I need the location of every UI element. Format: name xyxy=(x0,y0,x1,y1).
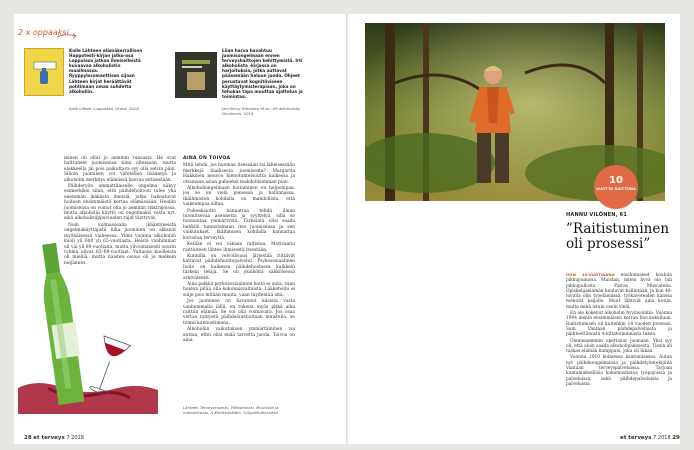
paragraph: Jos juominen on karannut käsistä vasta vanhemmalla iällä, on tukena myös pitkä aika raittiin elämää. Se voi olla voimavara. Jos osaa vertaa nykyistä päihdeluustoiltaan muistella, se toimii kannustimena. xyxy=(183,299,295,326)
brand-name: et terveys xyxy=(33,435,65,441)
page-gutter xyxy=(346,14,348,444)
book-cover-loppulasa xyxy=(24,48,64,96)
book-cover-art xyxy=(30,59,60,85)
book2-credit: Jan-Henry Stenberg et al.: Irti alkoholista, Duodecim, 2014. xyxy=(222,106,301,116)
page-number: 29 xyxy=(672,435,680,441)
book1-description: Kalle Lähteen elämäkerrallisen Happotesti-kirjan jatko-osa Loppulasa jatkaa ihmiselleistä kuvaavaa alkoholistin maailmassa. Ryyppyloromanttisen sijaan Lähteen kirjat heräättävät pohtimaan omaa suhdetta alkoholiin. xyxy=(69,48,143,94)
issue-number: 7 2018 xyxy=(653,435,671,441)
page-number: 28 xyxy=(24,435,32,441)
paragraph: minen oli ollut jo aemmin runsasta. He ovat halttuneet juomisensa tiimi ollessaan, mutta elakkeella jäi pois paikottava syy olla selvin päin. Silloin juominen voi vähitellen lisääntyä ja alkoholin merkitys elämässä kasvaa entisestään. xyxy=(64,156,176,183)
profile-name: HANNU VILÖNEN, 61 xyxy=(566,212,627,218)
footer-left xyxy=(24,435,84,441)
wine-bottle-illustration xyxy=(18,238,158,414)
book2-description: Liian harva havahtuu juomisongelmaan ennen terveyshaittojen kehittymistä. Irti alkoholista -kirjassa on harjoituksia, jotka auttavat pääsemään haluun juoda. Ohjeet perustuvat kognitiiviseen käyttäytymisterapiaan, joka on tehokas tapa muuttaa ajattelua ja toimintaa. xyxy=(222,48,303,99)
paragraph: Vuonna 2010 kolmessa kaatumisessa. Autan nyt päihdeongelmaisia ja päihdetyöntekijöitä Vantaan terveyspalveluissa. Tarjoan kuntamuksellisia kokemustietoa työpajoissa ja palveluissa, sekä päihdepalveluista ja palveluista. xyxy=(566,355,672,387)
paragraph xyxy=(566,272,672,310)
lead-in: OON 15-VUOTIAANA xyxy=(566,272,615,277)
badge-number: 10 xyxy=(609,175,623,186)
paragraph: Aina pelkkä psykososiaalinen hoito ei auta, vaan hoidon pitää olla kokonaisvaltaista. Lääkehoito ei sulje pois mitään muuta, vaan täydentää sitä. xyxy=(183,281,295,298)
paragraph: Alkoholiin vaikutuksen ymmärtäminen voi auttaa, ettei olisi enää tarvetta juoda. Toivoa on aina. xyxy=(183,327,295,343)
profile-headline: ”Raitistuminen oli prosessi” xyxy=(566,221,670,252)
profile-column xyxy=(566,272,672,388)
paragraph: Ketään ei voi väkisin raitistaa. Motivaatio raittiuteen lähtee ihmisestä itsestään. xyxy=(183,242,295,253)
paragraph: Puheeksiotto kannattaa tehdä ilman tuomitsevaa asennetta ja syyttelyä, sillä se huonontaa ymmärrystä. Tärkeintä olisi saada henkilö tunnistamaan itse juomisensa ja sen vaikutukset. Ikäihmisen kohdalla kannattaa korostaa terveyttä. xyxy=(183,208,295,241)
footer-right xyxy=(620,435,680,441)
paragraph: Päihderyön ammattilaiselle ongelma näkyy esimerkiksi siinä, että päihdehoitoon tulee yhä enemmän ikäkästä ihmisiä, jotka hakeutuvat hoitoon ensimmäistä kertaa elämässään. Heidän juomisensa on voinut olla jo aemmin riskirajoissa, mutta alkoholin käyttö on ongelmaksi vasta nyt, eikä alkoholiriippuvuuden rajat täyttyvät. xyxy=(64,184,176,222)
paragraph: Noin kolmasosalla ikääntyneistä ongelmakäyttäjistä liika juominen on alkanut myöhäisessä vaiheessa. Ylimi vuonna alkoholiin kuoli yli 600 yli 65-vuotiasta. Heistä vanhimmat oli vai yli 90-vuotiaita, mutta ylivoimaisesti suurin ryhmä olivat 65–69-vuotiaat. Valtaosa kuolleista oli miehiä, mutta naisten osuus oli jo melkein neljännes. xyxy=(64,222,176,266)
paragraph: Kunnilla on velvollisuus järjestää riittävät kattavat päihdehuoltopalvelut. Psykososiaalinen hoito on kaikessa päihdehoidossa kaikkein tärkein tekijä. Se on yksiköitä sähköisessä arkiväisesti. xyxy=(183,253,295,281)
arrow-icon xyxy=(56,32,78,40)
paragraph: En ole kokenut alkoholin hyvinvointia. Vuonna 1994 menin ensimmäisen kerran Itse kokeiluun. Raitistumisen oli kuitenkin 14 vuoden prosessi. Sain Vantaan päihdepalveluista ja päihteettömistä A-kiltatoiminnasta tukea. xyxy=(566,311,672,338)
sources-caption: Lähteet: Terveyskirjasto, Päihdelinkki, Muutosta ja mahdollisuus, A-Klinikkasäätiö, Sylypäihdeyksikkö. xyxy=(183,405,280,415)
book1-credit: Kalle Lähde: Loppulasa, Otava, 2018. xyxy=(69,106,140,111)
section-heading: AINA ON TOIVOA xyxy=(183,156,231,161)
book-cover-irti-alkoholista xyxy=(175,52,217,98)
brand-name: et terveys xyxy=(620,435,652,441)
article-column-2 xyxy=(183,156,295,344)
paragraph: Olenneaemmin opettanut juomaan. Yksi syy oli, että aloin saada alkoholipakosesta. Tiesin oli raskas elämän kumppani, joka oli liikaa. xyxy=(566,338,672,355)
paragraph: Alkoholiongelmaan hoitaminen on helpompaa, jos se on vielä pienessä ja hallinnassa. Ikäihmisten kohdalla on mahdollista, että vaikeampaa siltaa. xyxy=(183,186,295,208)
years-sober-badge xyxy=(594,165,638,209)
book-cover-art xyxy=(179,56,213,94)
badge-label: VUOTTA RAITTIINA xyxy=(596,186,636,191)
tagline: 2 x oppaaksi xyxy=(18,28,69,37)
paragraph: Mitä tehdä, jos huomaa itsessään tai läheisessään merkkejä liiallisesta juomisesta? Margarita Hakkinen neuvoo hienotunteisuutta kaikessa ja ottamaan asian puheeksi mahdollisimman pian. xyxy=(183,163,295,185)
issue-number: 7 2018 xyxy=(66,435,84,441)
paragraph-text: ensihumaiset kouluin pikkujoulussa. Muistan, miten hyvä olo tuli pikkupullosta Patras Muscatelia. Opiskelijaelämän kuuluvat hallintaan, ja kun 40-luvulla olin työelämässä, työkavereiden kanssa menivät kaljalle. Muut lähtivät aina kotiin, mutta minä istuin usein vielä. xyxy=(566,273,672,310)
